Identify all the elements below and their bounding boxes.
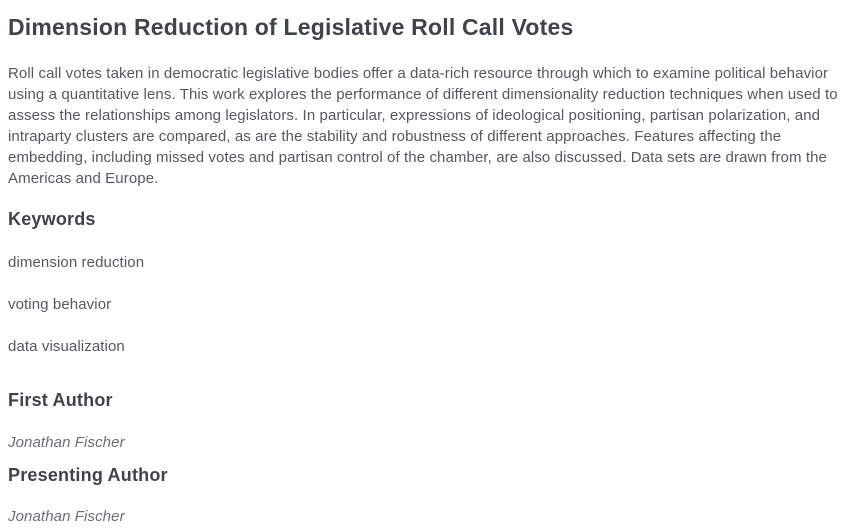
- keyword-item: dimension reduction: [8, 254, 145, 272]
- abstract-page: [8, 14, 847, 524]
- abstract-paragraph: Roll call votes taken in democratic legislative bodies offer a data-rich resource through which to examine political behavior using a quantitative lens. This work explores the performance of different dimensionality reduction techniques when used to assess the relationships among legislators. In particular, expressions of ideological positioning, partisan polarization, and intraparty clusters are compared, as are the stability and robustness of different approaches. Features affecting the embedding, including missed votes and partisan control of the chamber, are also discussed. Data sets are drawn from the Americas and Europe.: [8, 65, 838, 188]
- keyword-item: voting behavior: [8, 296, 112, 314]
- page-title: Dimension Reduction of Legislative Roll Call Votes: [8, 14, 574, 40]
- presenting-author-heading: Presenting Author: [8, 464, 168, 485]
- presenting-author-name: Jonathan Fischer: [8, 508, 125, 526]
- keyword-item: data visualization: [8, 338, 125, 356]
- first-author-heading: First Author: [8, 390, 113, 411]
- first-author-section: [8, 390, 847, 450]
- keywords-heading: Keywords: [8, 209, 96, 230]
- presenting-author-section: [8, 465, 847, 525]
- first-author-name: Jonathan Fischer: [8, 433, 125, 451]
- keywords-section: [8, 209, 847, 354]
